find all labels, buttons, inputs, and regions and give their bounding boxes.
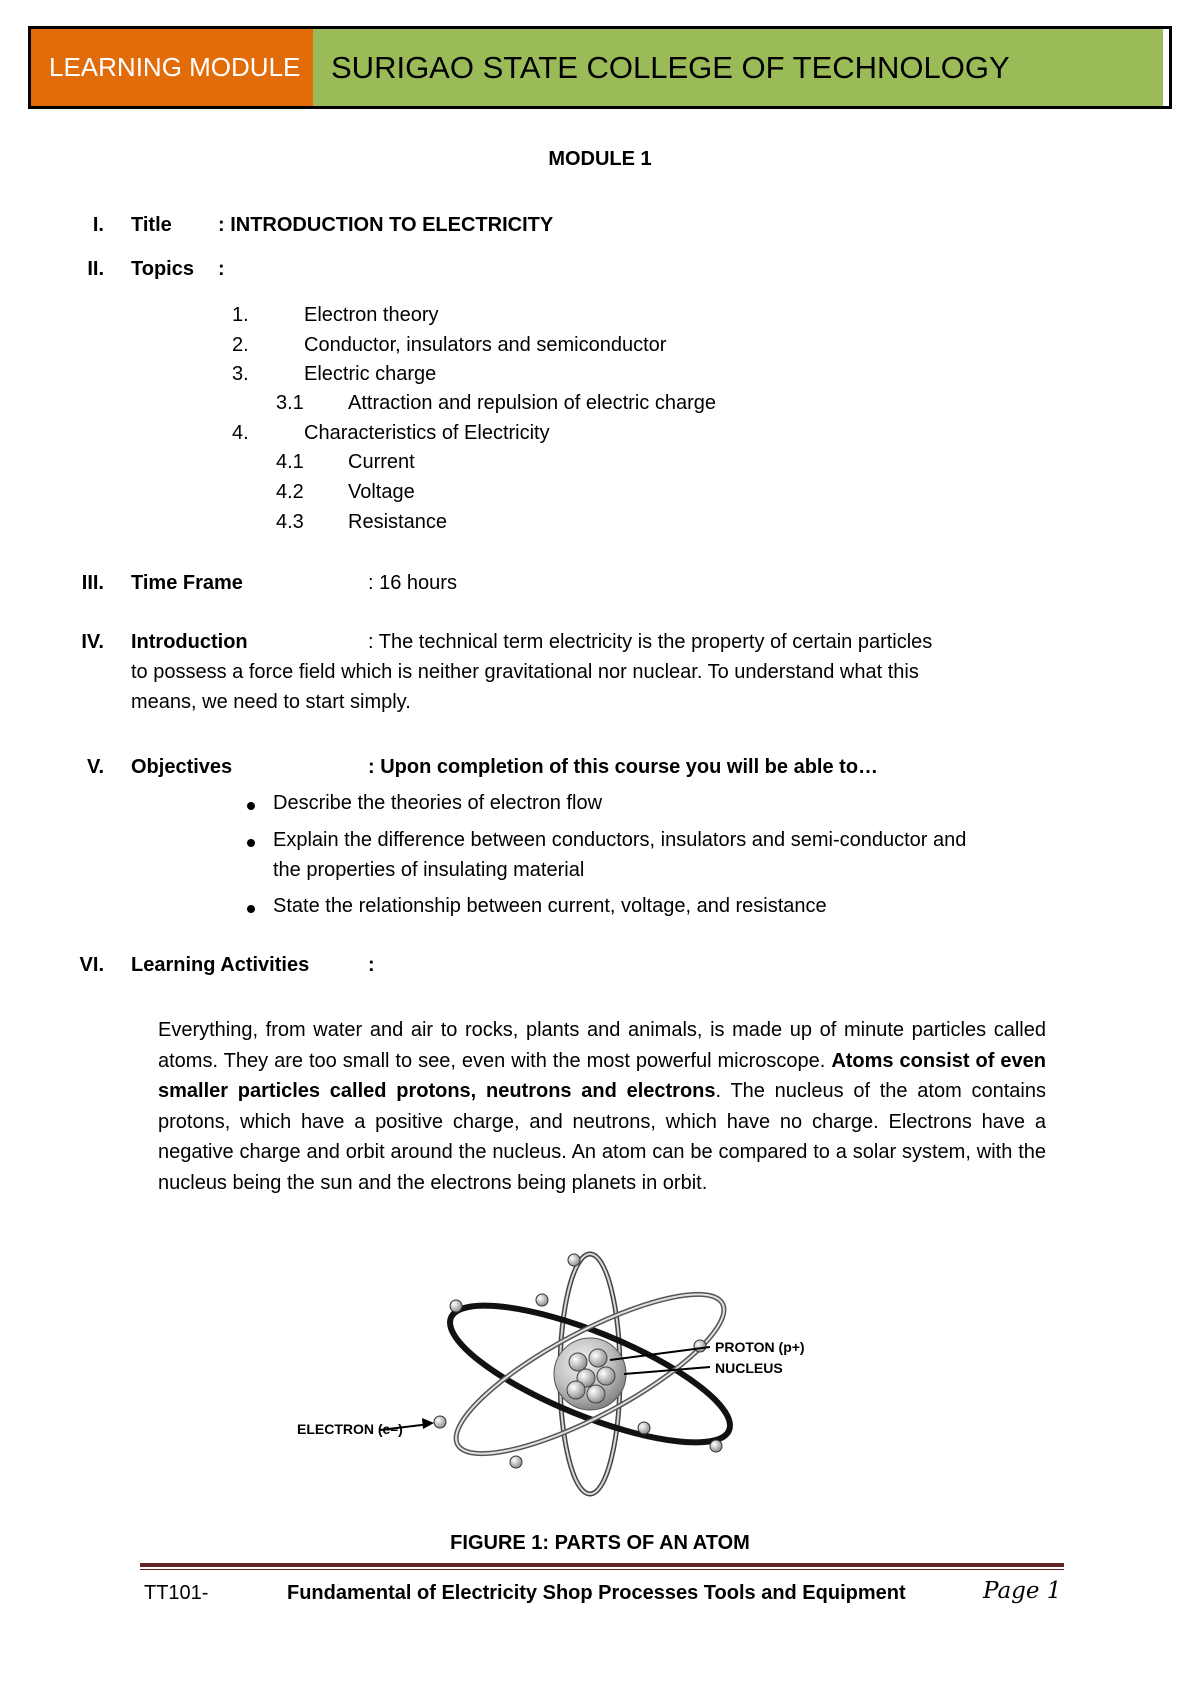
topic-number: 3. — [232, 363, 249, 385]
electron-icon — [510, 1456, 522, 1468]
subtopic-text: Current — [348, 451, 415, 473]
subtopic-text: Voltage — [348, 481, 415, 503]
objectives-intro: : Upon completion of this course you will be able to… — [368, 756, 879, 778]
course-title: Fundamental of Electricity Shop Processes Tools and Equipment — [287, 1582, 906, 1604]
paragraph-bold-text: Atoms consist of even smaller particles called protons, neutrons and electrons — [158, 1049, 1046, 1102]
learning-activities-paragraph — [158, 1015, 1046, 1198]
topic-number: 2. — [232, 334, 249, 356]
section-label-title: Title — [131, 214, 172, 236]
section-label-learning-activities: Learning Activities — [131, 954, 310, 976]
course-code: TT101- — [144, 1582, 209, 1604]
paragraph-text: . The nucleus of the atom contains protons, which have a positive charge, and neutrons, which have no charge. Electrons have a negative charge and orbit around the nucleus. An atom can be compared to a solar system, with the nucleus being the sun and the electrons being planets in orbit. — [158, 1080, 1046, 1194]
nucleus-label: NUCLEUS — [715, 1360, 783, 1376]
introduction-line: : The technical term electricity is the property of certain particles — [368, 631, 933, 653]
objective-item-continued: the properties of insulating material — [273, 859, 585, 881]
electron-icon — [638, 1422, 650, 1434]
module-header-banner — [28, 26, 1172, 109]
topics-colon: : — [218, 258, 225, 280]
objective-item: Describe the theories of electron flow — [273, 792, 603, 814]
electron-icon — [536, 1294, 548, 1306]
paragraph-text: Everything, from water and air to rocks, plants and animals, is made up of minute particles called atoms. They are too small to see, even with the most powerful microscope. — [158, 1019, 1046, 1072]
section-number-objectives: V. — [86, 756, 104, 778]
section-label-topics: Topics — [131, 258, 194, 280]
introduction-line: means, we need to start simply. — [131, 691, 411, 713]
objective-item: State the relationship between current, voltage, and resistance — [273, 895, 827, 917]
topic-text: Conductor, insulators and semiconductor — [304, 334, 667, 356]
page-number: Page 1 — [983, 1578, 1062, 1604]
topic-text: Electron theory — [304, 304, 439, 326]
electron-icon — [434, 1416, 446, 1428]
topic-text: Characteristics of Electricity — [304, 422, 550, 444]
atom-diagram — [280, 1250, 840, 1500]
topic-number: 1. — [232, 304, 249, 326]
section-number-learning-activities: VI. — [79, 954, 104, 976]
proton-label: PROTON (p+) — [715, 1339, 805, 1355]
subtopic-number: 3.1 — [276, 392, 304, 414]
subtopic-text: Resistance — [348, 511, 447, 533]
electron-icon — [568, 1254, 580, 1266]
college-name: SURIGAO STATE COLLEGE OF TECHNOLOGY — [313, 29, 1169, 106]
topic-text: Electric charge — [304, 363, 437, 385]
section-number-introduction: IV. — [81, 631, 104, 653]
time-frame-value: : 16 hours — [368, 572, 457, 594]
bullet-icon — [247, 802, 255, 810]
section-label-introduction: Introduction — [131, 631, 248, 653]
subtopic-number: 4.2 — [276, 481, 304, 503]
topic-number: 4. — [232, 422, 249, 444]
footer-divider — [140, 1569, 1064, 1570]
subtopic-number: 4.1 — [276, 451, 304, 473]
module-title-value: : INTRODUCTION TO ELECTRICITY — [218, 214, 554, 236]
introduction-line: to possess a force field which is neither gravitational nor nuclear. To understand what this — [131, 661, 919, 683]
section-label-time-frame: Time Frame — [131, 572, 243, 594]
proton-icon — [587, 1385, 605, 1403]
bullet-icon — [247, 839, 255, 847]
electron-label: ELECTRON (e–) — [297, 1421, 403, 1437]
learning-activities-colon: : — [368, 954, 375, 976]
learning-module-label: LEARNING MODULE — [31, 29, 313, 106]
subtopic-text: Attraction and repulsion of electric charge — [348, 392, 716, 414]
proton-icon — [569, 1353, 587, 1371]
bullet-icon — [247, 905, 255, 913]
figure-caption: FIGURE 1: PARTS OF AN ATOM — [450, 1532, 750, 1554]
module-heading: MODULE 1 — [548, 148, 652, 170]
electron-icon — [710, 1440, 722, 1452]
section-label-objectives: Objectives — [131, 756, 233, 778]
section-number-topics: II. — [87, 258, 104, 280]
proton-icon — [589, 1349, 607, 1367]
electron-arrowhead-icon — [422, 1418, 434, 1429]
footer-divider — [140, 1563, 1064, 1567]
objective-item: Explain the difference between conductors, insulators and semi-conductor and — [273, 829, 967, 851]
section-number-time-frame: III. — [81, 572, 104, 594]
electron-icon — [450, 1300, 462, 1312]
neutron-icon — [567, 1381, 585, 1399]
electron-icon — [694, 1340, 706, 1352]
proton-icon — [597, 1367, 615, 1385]
subtopic-number: 4.3 — [276, 511, 304, 533]
section-number-title: I. — [92, 214, 104, 236]
